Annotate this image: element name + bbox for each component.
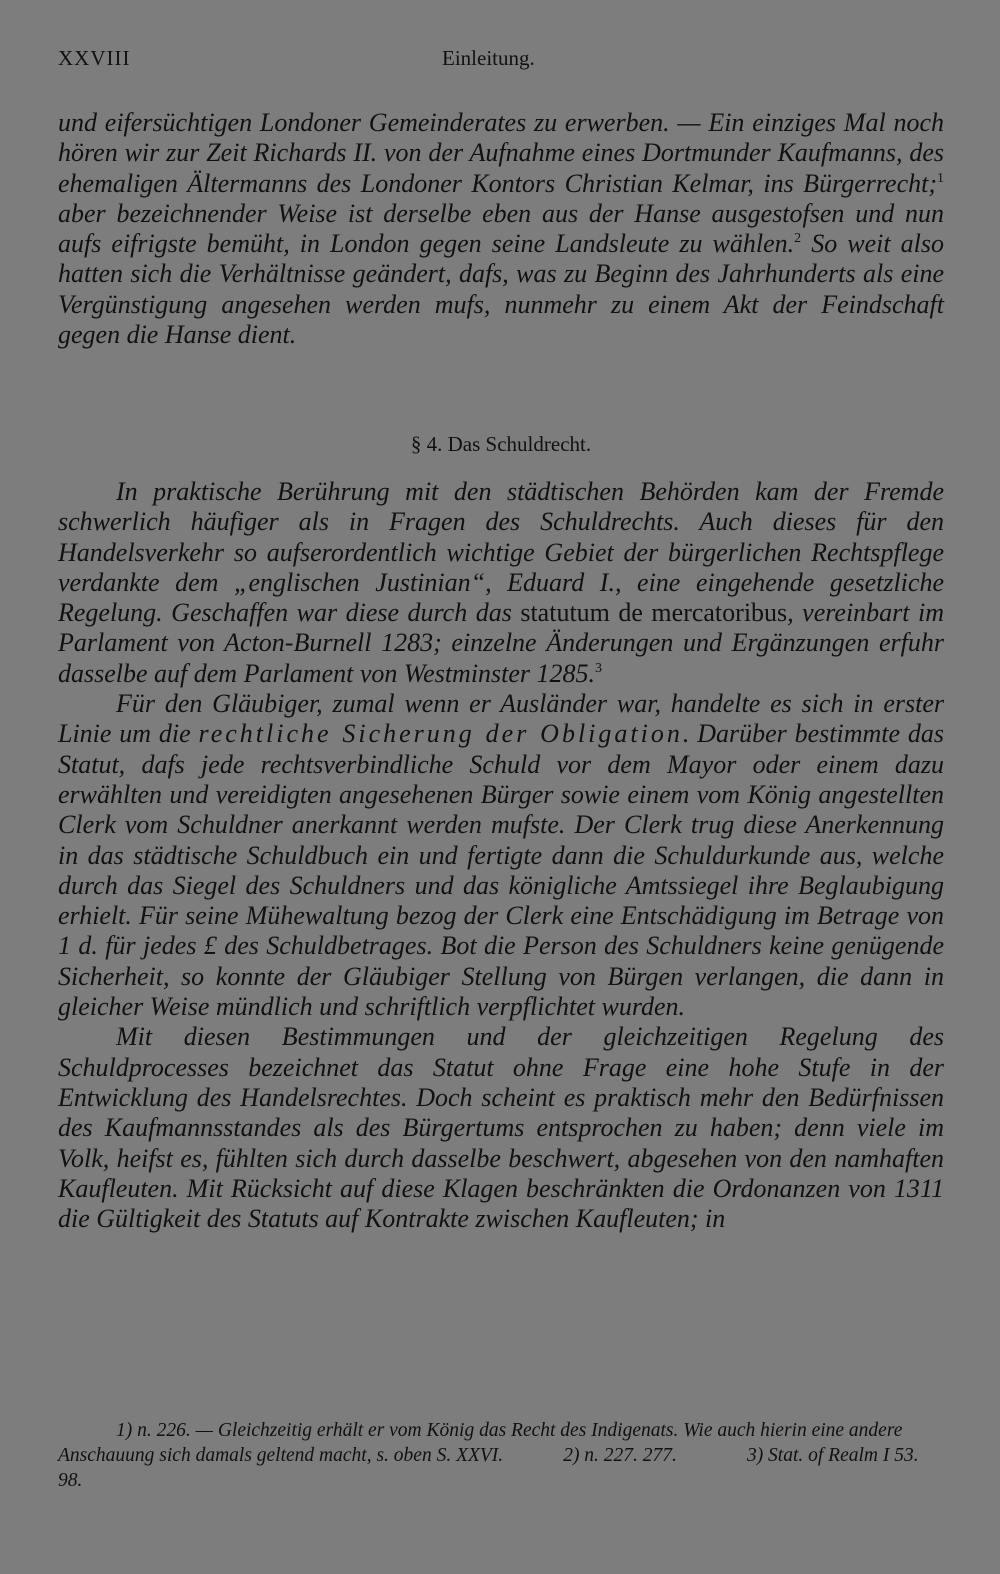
paragraph-text: So weit also hatten sich die Verhältnisse geändert, dafs, was zu Beginn des Jahrhunderts als eine Vergünstigung angesehen werden mufs, nunmehr zu einem Akt der Feindschaft gegen die Hanse dient. xyxy=(58,229,945,350)
page-header xyxy=(58,46,944,76)
section-heading: § 4. Das Schuldrecht. xyxy=(410,432,592,456)
section-body xyxy=(58,477,944,1234)
paragraph xyxy=(58,1022,944,1234)
continued-paragraph xyxy=(58,108,944,350)
paragraph xyxy=(58,689,944,1022)
paragraph xyxy=(58,477,944,689)
footnote xyxy=(58,1418,944,1493)
emphasized-phrase: rechtliche Sicherung der Obligation xyxy=(198,719,683,749)
footnotes xyxy=(58,1418,944,1493)
paragraph-text: und eifersüchtigen Londoner Gemeinderates zu erwerben. — Ein einziges Mal noch hören wir zur Zeit Richards II. von der Aufnahme eines Dortmunder Kaufmanns, des ehemaligen Ältermanns des Londoner Kontors Christian Kelmar, ins Bürgerrecht; xyxy=(58,108,944,198)
paragraph-text: Mit diesen Bestimmungen und der gleichzeitigen Regelung des Schuldprocesses bezeichnet das Statut ohne Frage eine hohe Stufe in der Entwicklung des Handelsrechtes. Doch scheint es praktisch mehr den Bedürfnissen des Kaufmannsstandes als des Bürgertums entsprochen zu haben; denn viele im Volk, heifst es, fühlten sich durch dasselbe beschwert, abgesehen von den namhaften Kaufleuten. Mit Rücksicht auf diese Klagen beschränkten die Ordonanzen von 1311 die Gültigkeit des Statuts auf Kontrakte zwischen Kaufleuten; in xyxy=(58,1022,944,1234)
footnote-text: 1) n. 226. — Gleichzeitig erhält er vom König das Recht des Indigenats. Wie auch hierin eine andere Anschauung sich damals geltend macht, s. oben S. XXVI. xyxy=(58,1420,903,1466)
paragraph-text: , vereinbart im Parlament von Acton-Burnell 1283; einzelne Änderungen und Ergänzungen erfuhr dasselbe auf dem Parlament von Westminster 1285. xyxy=(58,598,945,688)
paragraph xyxy=(58,108,944,350)
paragraph-text: Für den Gläubiger, zumal wenn er Ausländer war, handelte es sich in erster Linie um die xyxy=(58,689,944,749)
footnote-ref: 3 xyxy=(595,660,603,676)
footnote-text: 2) n. 227. 277. xyxy=(563,1445,677,1466)
footnote-ref: 1 xyxy=(937,170,944,186)
footnote-ref: 2 xyxy=(794,231,802,247)
page-number: XXVIII xyxy=(58,46,131,70)
paragraph-text: . Darüber bestimmte das Statut, dafs jede rechtsverbindliche Schuld vor dem Mayor oder einem dazu erwählten und vereidigten angesehenen Bürger sowie einem vom König angestellten Clerk vom Schuldner anerkannt werden mufste. Der Clerk trug diese Anerkennung in das städtische Schuldbuch ein und fertigte dann die Schuldurkunde aus, welche durch das Siegel des Schuldners und das königliche Amtssiegel ihre Beglaubigung erhielt. Für seine Mühewaltung bezog der Clerk eine Entschädigung im Betrage von 1 d. für jedes £ des Schuldbetrages. Bot die Person des Schuldners keine genügende Sicherheit, so konnte der Gläubiger Stellung von Bürgen verlangen, die dann in gleicher Weise mündlich und schriftlich verpflichtet wurden. xyxy=(58,719,944,1022)
footnote-text: 3) Stat. of Realm I 53. 98. xyxy=(58,1445,919,1491)
paragraph-text: In praktische Berührung mit den städtischen Behörden kam der Fremde schwerlich häufiger als in Fragen des Schuldrechts. Auch dieses für den Handelsverkehr so aufserordentlich wichtige Gebiet der bürgerlichen Rechtspflege verdankte dem „englischen Justinian“, Eduard I., eine eingehende gesetzliche Regelung. Geschaffen war diese durch das xyxy=(58,477,944,628)
running-head: Einleitung. xyxy=(442,46,535,70)
latin-term: statutum de mercatoribus xyxy=(520,598,788,628)
paragraph-text: aber bezeichnender Weise ist derselbe eben aus der Hanse ausgestofsen und nun aufs eifrigste bemüht, in London gegen seine Landsleute zu wählen. xyxy=(58,198,944,259)
